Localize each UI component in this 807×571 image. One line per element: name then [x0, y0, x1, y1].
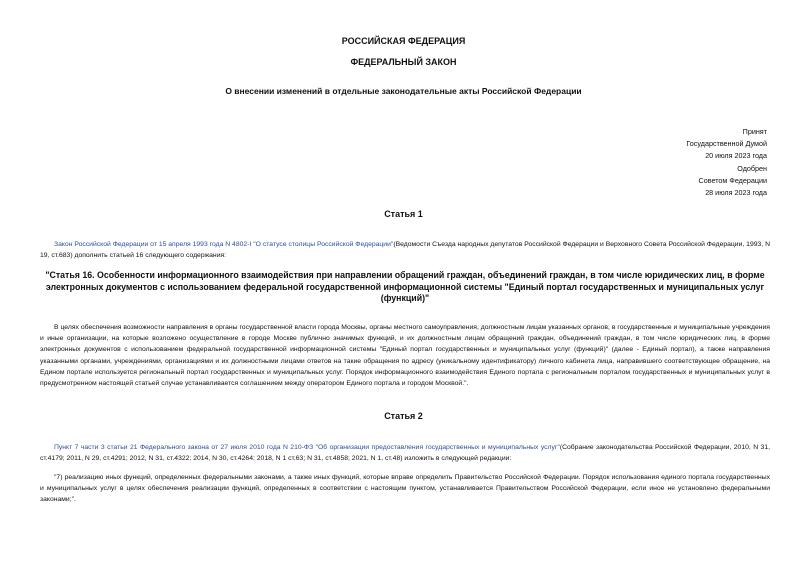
- country-heading: РОССИЙСКАЯ ФЕДЕРАЦИЯ: [341, 36, 466, 46]
- article-1-intro-text: (Ведомости Съезда народных депутатов Российской Федерации и Верховного Совета Российской Федерации, 1993, N 19, ст.683) дополнить статьей 16 следующего содержания:: [40, 241, 770, 260]
- adoption-line: Принят: [742, 127, 767, 136]
- approval-line: Одобрен: [737, 163, 767, 173]
- approval-date: 28 июля 2023 года: [705, 188, 767, 198]
- article-2-intro-text: (Собрание законодательства Российской Федерации, 2010, N 31, ст.4179; 2011, N 29, ст.4291; 2012, N 31, ст.4322; 2014, N 30, ст.4264; 2018, N 1 ст.63; N 31, ст.4858; 2021, N 1, ст.48) изложить в следующей редакции:: [40, 444, 770, 463]
- article-1-intro: [40, 239, 770, 261]
- document-title: О внесении изменений в отдельные законодательные акты Российской Федерации: [225, 86, 582, 96]
- adoption-block: [686, 126, 767, 199]
- article-16-body-text: В целях обеспечения возможности направления в органы государственной власти города Москвы, органы местного самоуправления, должностным лицам указанных органов, в государственные и муниципальные учреждения и иные организации, на которые возложено осуществление в городе Москве публично значимых функций, и их должностным лицам обращений граждан, объединений граждан, в том числе юридических лиц, в форме электронных документов с использованием федеральной государственной информационной системы "Единый портал государственных и муниципальных услуг (функций)" (далее - Единый портал), а также направления указанными органами, учреждениями, организациями и их должностными лицами ответов на такие обращения по адресу (уникальному идентификатору) личного кабинета лица, направившего соответствующее обращение, на Едином портале используется региональный портал государственных и муниципальных услуг. Порядок информационного взаимодействия Единого портала с региональным порталом государственных и муниципальных услуг в предусмотренном настоящей статьей случае устанавливается соглашением между оператором Единого портала и городом Москвой.".: [40, 324, 770, 388]
- article-2-quote-text: "7) реализацию иных функций, определенных федеральными законами, а также иных функций, которые вправе определить Правительство Российской Федерации. Порядок использования единого портала государственных и муниципальных услуг в целях обеспечения реализации функций, определенных в соответствии с настоящим пунктом, устанавливается Правительством Российской Федерации, если иное не установлено федеральными законами;".: [40, 474, 770, 504]
- article-2-intro: [40, 442, 770, 464]
- law-link-4802-i[interactable]: Закон Российской Федерации от 15 апреля 1993 года N 4802-I "О статусе столицы Российской Федерации": [54, 241, 394, 248]
- approval-line: Советом Федерации: [698, 175, 767, 185]
- article-16-body: [40, 322, 770, 389]
- doc-type-heading: ФЕДЕРАЛЬНЫЙ ЗАКОН: [350, 57, 457, 67]
- adoption-line: Государственной Думой: [686, 139, 767, 149]
- article-2-quote: [40, 472, 770, 506]
- article-1-heading: Статья 1: [384, 209, 423, 219]
- law-link-210-fz[interactable]: Пункт 7 части 3 статьи 21 Федерального закона от 27 июля 2010 года N 210-ФЗ "Об организации предоставления государственных и муниципальных услуг": [54, 444, 560, 451]
- new-article-16-title: "Статья 16. Особенности информационного взаимодействия при направлении обращений граждан, объединений граждан, в том числе юридических лиц, в форме электронных документов с использованием федеральной государственной информационной системы "Единый портал государственных и муниципальных услуг (функций)": [45, 270, 765, 303]
- adoption-date: 20 июля 2023 года: [705, 151, 767, 161]
- article-2-heading: Статья 2: [384, 411, 423, 421]
